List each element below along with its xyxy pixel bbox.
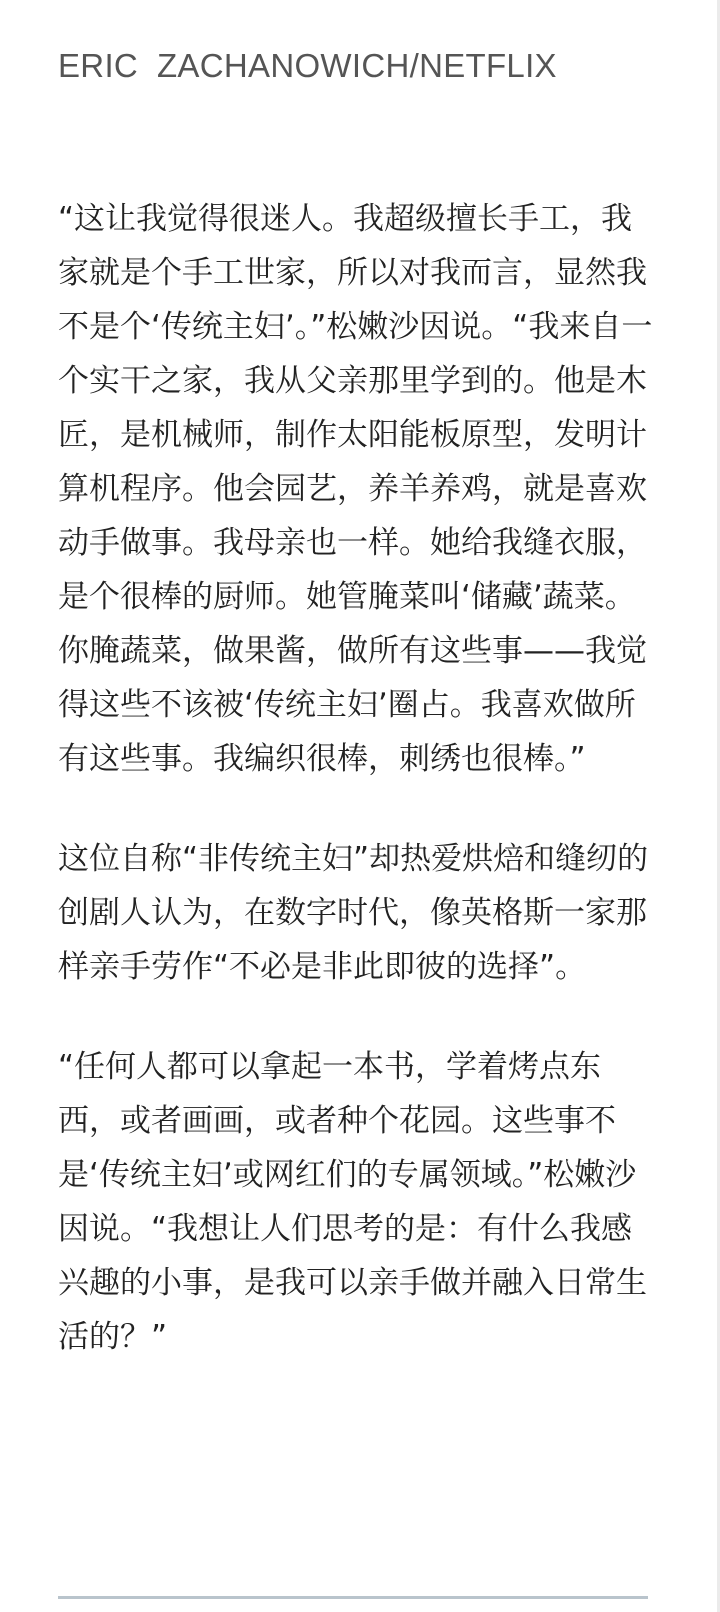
- section-divider: [58, 1596, 648, 1599]
- paragraph-quote-crafts: “这让我觉得很迷人。我超级擅长手工，我家就是个手工世家，所以对我而言，显然我不是个‘传统主妇’。”松嫩沙因说。“我来自一个实干之家，我从父亲那里学到的。他是木匠，是机械师，制作太阳能板原型，发明计算机程序。他会园艺，养羊养鸡，就是喜欢动手做事。我母亲也一样。她给我缝衣服，是个很棒的厨师。她管腌菜叫‘储藏’蔬菜。你腌蔬菜，做果酱，做所有这些事——我觉得这些不该被‘传统主妇’圈占。我喜欢做所有这些事。我编织很棒，刺绣也很棒。”: [58, 201, 653, 777]
- paragraph-digital-age: 这位自称“非传统主妇”却热爱烘焙和缝纫的创剧人认为，在数字时代，像英格斯一家那样亲手劳作“不必是非此即彼的选择”。: [58, 841, 649, 985]
- photo-credit: ERIC ZACHANOWICH/NETFLIX: [58, 47, 557, 84]
- article-body: [58, 0, 658, 1364]
- paragraph-quote-anyone: “任何人都可以拿起一本书，学着烤点东西，或者画画，或者种个花园。这些事不是‘传统主妇’或网红们的专属领域。”松嫩沙因说。“我想让人们思考的是：有什么我感兴趣的小事，是我可以亲手做并融入日常生活的？”: [58, 1049, 647, 1355]
